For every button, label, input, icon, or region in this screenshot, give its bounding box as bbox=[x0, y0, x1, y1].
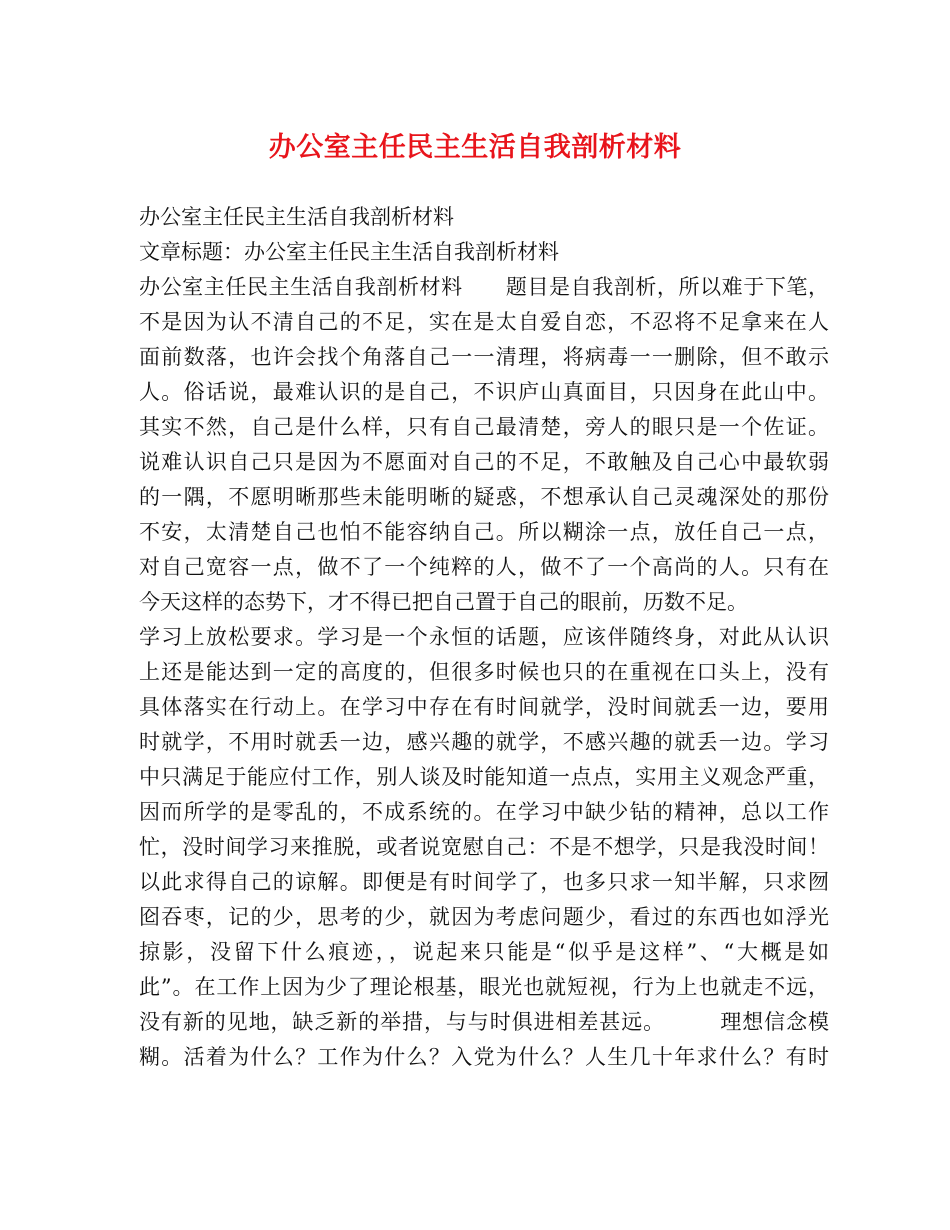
body-line: 办公室主任民主生活自我剖析材料 题目是自我剖析，所以难于下笔， bbox=[139, 275, 829, 299]
body-line: 今天这样的态势下，才不得已把自己置于自己的眼前，历数不足。 bbox=[139, 590, 748, 614]
body-line: 此”。在工作上因为少了理论根基，眼光也就短视，行为上也就走不远， bbox=[139, 975, 829, 999]
body-line: 上还是能达到一定的高度的，但很多时候也只的在重视在口头上，没有 bbox=[139, 660, 829, 684]
body-line: 掠影，没留下什么痕迹，，说起来只能是“似乎是这样”、“大概是如 bbox=[139, 940, 829, 964]
body-line: 因而所学的是零乱的，不成系统的。在学习中缺少钻的精神，总以工作 bbox=[139, 800, 829, 824]
body-line: 对自己宽容一点，做不了一个纯粹的人，做不了一个高尚的人。只有在 bbox=[139, 555, 829, 579]
document-body bbox=[139, 200, 829, 1075]
body-line: 以此求得自己的谅解。即便是有时间学了，也多只求一知半解，只求囫 bbox=[139, 870, 829, 894]
body-line: 没有新的见地，缺乏新的举措，与与时俱进相差甚远。 理想信念模 bbox=[139, 1010, 829, 1034]
body-line: 人。俗话说，最难认识的是自己，不识庐山真面目，只因身在此山中。 bbox=[139, 380, 829, 404]
body-line: 其实不然，自己是什么样，只有自己最清楚，旁人的眼只是一个佐证。 bbox=[139, 415, 829, 439]
body-line: 囵吞枣，记的少，思考的少，就因为考虑问题少，看过的东西也如浮光 bbox=[139, 905, 829, 929]
body-line: 文章标题：办公室主任民主生活自我剖析材料 bbox=[139, 240, 559, 264]
body-line: 面前数落，也许会找个角落自己一一清理，将病毒一一删除，但不敢示 bbox=[139, 345, 829, 369]
body-line: 的一隅，不愿明晰那些未能明晰的疑惑，不想承认自己灵魂深处的那份 bbox=[139, 485, 829, 509]
body-line: 办公室主任民主生活自我剖析材料 bbox=[139, 205, 454, 229]
body-line: 说难认识自己只是因为不愿面对自己的不足，不敢触及自己心中最软弱 bbox=[139, 450, 829, 474]
body-line: 学习上放松要求。学习是一个永恒的话题，应该伴随终身，对此从认识 bbox=[139, 625, 829, 649]
body-line: 具体落实在行动上。在学习中存在有时间就学，没时间就丢一边，要用 bbox=[139, 695, 829, 719]
body-line: 糊。活着为什么？工作为什么？入党为什么？人生几十年求什么？有时 bbox=[139, 1045, 829, 1069]
body-line: 不安，太清楚自己也怕不能容纳自己。所以糊涂一点，放任自己一点， bbox=[139, 520, 829, 544]
document-title: 办公室主任民主生活自我剖析材料 bbox=[268, 132, 682, 163]
body-line: 不是因为认不清自己的不足，实在是太自爱自恋，不忍将不足拿来在人 bbox=[139, 310, 829, 334]
body-line: 时就学，不用时就丢一边，感兴趣的就学，不感兴趣的就丢一边。学习 bbox=[139, 730, 829, 754]
body-line: 中只满足于能应付工作，别人谈及时能知道一点点，实用主义观念严重， bbox=[139, 765, 829, 789]
body-line: 忙，没时间学习来推脱，或者说宽慰自己：不是不想学，只是我没时间！ bbox=[139, 835, 829, 859]
